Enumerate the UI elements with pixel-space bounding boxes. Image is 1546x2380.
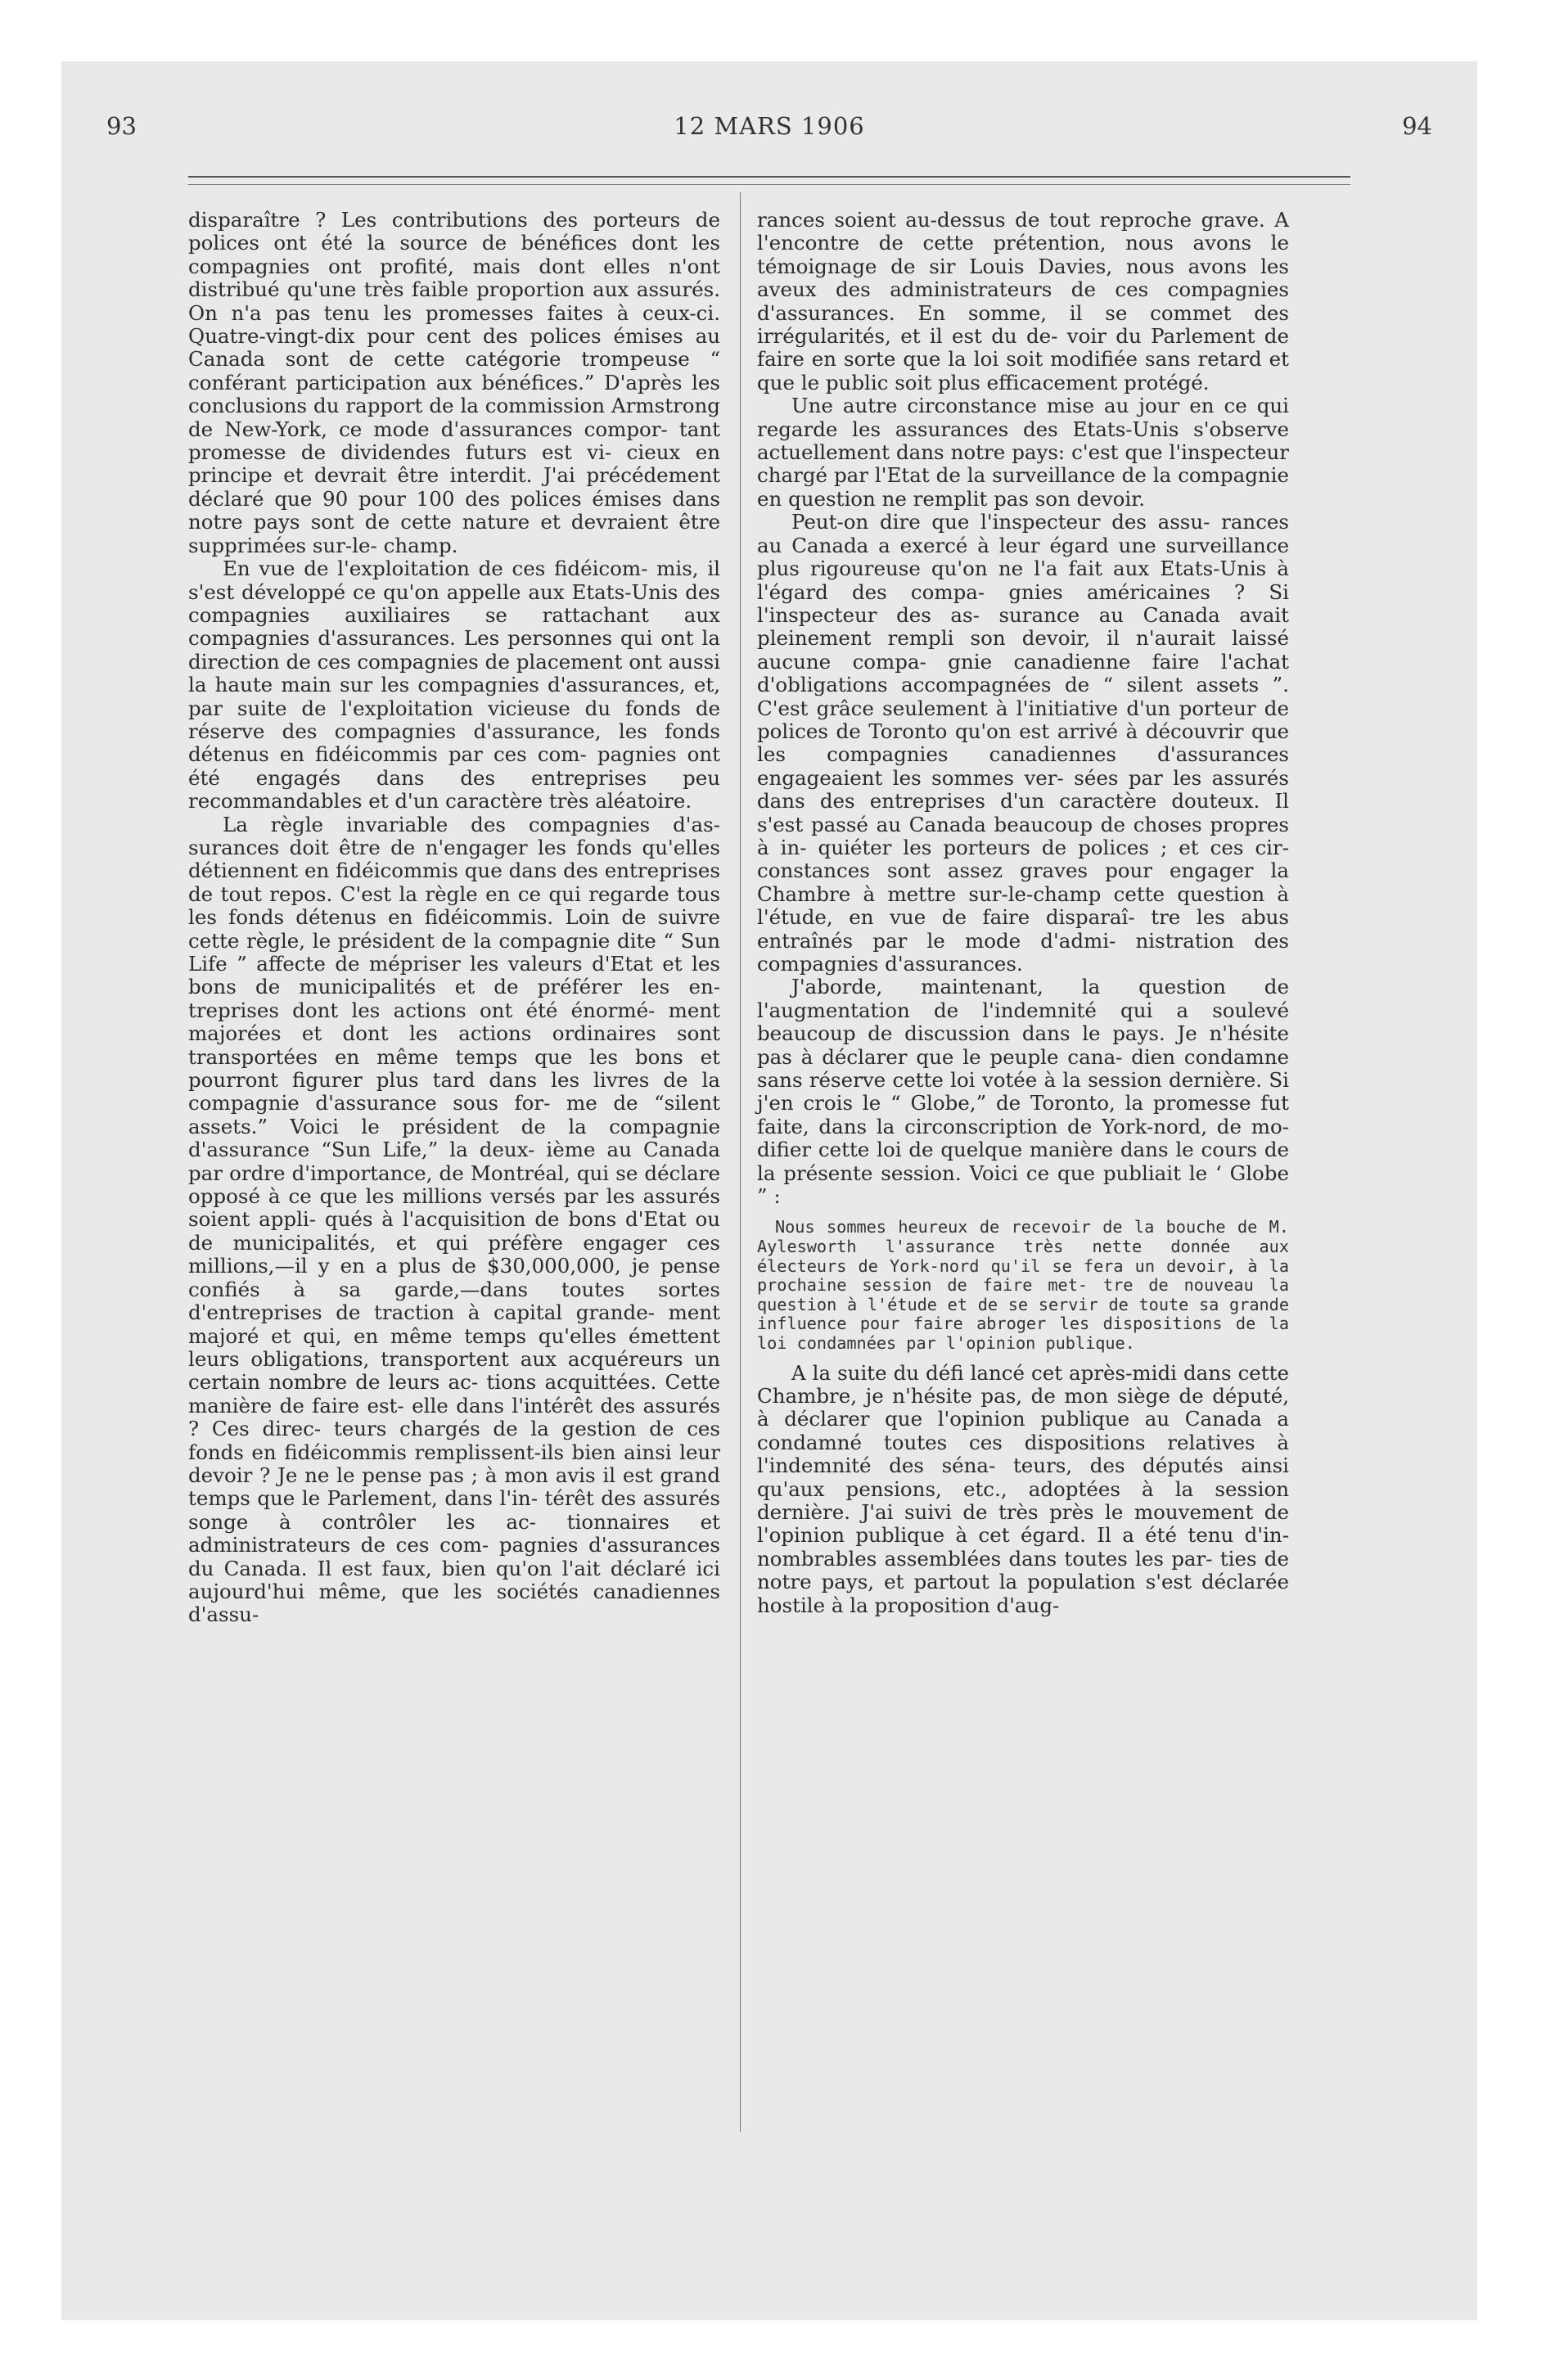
paragraph: J'aborde, maintenant, la question de l'augmentation de l'indemnité qui a soulevé beaucoup de discussion dans le pays. Je n'hésite pas à déclarer que le peuple cana- dien condamne sans réserve cette loi votée à la session dernière. Si j'en crois le “ Globe,” de Toronto, la promesse fut faite, dans la circonscription de York-nord, de mo- difier cette loi de quelque manière dans le cours de la présente session. Voici ce que publiait le ‘ Globe ” : xyxy=(757,975,1289,1209)
page-number-right: 94 xyxy=(1402,112,1432,140)
quoted-excerpt: Nous sommes heureux de recevoir de la bouche de M. Aylesworth l'assurance très nette donnée aux électeurs de York-nord qu'il se fera un devoir, à la prochaine session de faire met- tre de nouveau la question à l'étude et de se servir de toute sa grande influence pour faire abroger les dispositions de la loi condamnées par l'opinion publique. xyxy=(757,1217,1289,1354)
right-column xyxy=(757,209,1289,1617)
paragraph: Une autre circonstance mise au jour en ce qui regarde les assurances des Etats-Unis s'observe actuellement dans notre pays: c'est que l'inspecteur chargé par l'Etat de la surveillance de la compagnie en question ne remplit pas son devoir. xyxy=(757,394,1289,511)
header-rule xyxy=(188,176,1350,178)
page-date-title: 12 MARS 1906 xyxy=(674,112,865,140)
paragraph: A la suite du défi lancé cet après-midi dans cette Chambre, je n'hésite pas, de mon siège de député, à déclarer que l'opinion publique au Canada a condamné toutes ces dispositions relatives à l'indemnité des séna- teurs, des députés ainsi qu'aux pensions, etc., adoptées à la session dernière. J'ai suivi de très près le mouvement de l'opinion publique à cet égard. Il a été tenu d'in- nombrables assemblées dans toutes les par- ties de notre pays, et partout la population s'est déclarée hostile à la proposition d'aug- xyxy=(757,1360,1289,1617)
column-divider xyxy=(740,192,741,2132)
left-column xyxy=(188,209,720,1627)
paragraph: La règle invariable des compagnies d'as- surances doit être de n'engager les fonds qu'elles détiennent en fidéicommis que dans des entreprises de tout repos. C'est la règle en ce qui regarde tous les fonds détenus en fidéicommis. Loin de suivre cette règle, le président de la compagnie dite “ Sun Life ” affecte de mépriser les valeurs d'Etat et les bons de municipalités et de préférer les en- treprises dont les actions ont été énormé- ment majorées et dont les actions ordinaires sont transportées en même temps que les bons et pourront figurer plus tard dans les livres de la compagnie d'assurance sous for- me de “silent assets.” Voici le président de la compagnie d'assurance “Sun Life,” la deux- ième au Canada par ordre d'importance, de Montréal, qui se déclare opposé à ce que les millions versés par les assurés soient appli- qués à l'acquisition de bons d'Etat ou de municipalités, et qui préfère engager ces millions,—il y en a plus de $30,000,000, je pense confiés à sa garde,—dans toutes sortes d'entreprises de traction à capital grande- ment majoré et qui, en même temps qu'elles émettent leurs obligations, transportent aux acquéreurs un certain nombre de leurs ac- tions acquittées. Cette manière de faire est- elle dans l'intérêt des assurés ? Ces direc- teurs chargés de la gestion de ces fonds en fidéicommis remplissent-ils bien ainsi leur devoir ? Je ne le pense pas ; à mon avis il est grand temps que le Parlement, dans l'in- térêt des assurés songe à contrôler les ac- tionnaires et administrateurs de ces com- pagnies d'assurances du Canada. Il est faux, bien qu'on l'ait déclaré ici aujourd'hui même, que les sociétés canadiennes d'assu- xyxy=(188,812,720,1627)
scanned-page xyxy=(61,61,1477,2320)
header-rule-thin xyxy=(188,184,1350,185)
paragraph: En vue de l'exploitation de ces fidéicom- mis, il s'est développé ce qu'on appelle aux Etats-Unis des compagnies auxiliaires se rattachant aux compagnies d'assurances. Les personnes qui ont la direction de ces compagnies de placement ont aussi la haute main sur les compagnies d'assurances, et, par suite de l'exploitation vicieuse du fonds de réserve des compagnies d'assurance, les fonds détenus en fidéicommis par ces com- pagnies ont été engagés dans des entreprises peu recommandables et d'un caractère très aléatoire. xyxy=(188,557,720,814)
paragraph: Peut-on dire que l'inspecteur des assu- rances au Canada a exercé à leur égard une surveillance plus rigoureuse qu'on ne l'a fait aux Etats-Unis à l'égard des compa- gnies américaines ? Si l'inspecteur des as- surance au Canada avait pleinement rempli son devoir, il n'aurait laissé aucune compa- gnie canadienne faire l'achat d'obligations accompagnées de “ silent assets ”. C'est grâce seulement à l'initiative d'un porteur de polices de Toronto qu'on est arrivé à découvrir que les compagnies canadiennes d'assurances engageaient les sommes ver- sées par les assurés dans des entreprises d'un caractère douteux. Il s'est passé au Canada beaucoup de choses propres à in- quiéter les porteurs de polices ; et ces cir- constances sont assez graves pour engager la Chambre à mettre sur-le-champ cette question à l'étude, en vue de faire disparaî- tre les abus entraînés par le mode d'admi- nistration des compagnies d'assurances. xyxy=(757,510,1289,976)
page-number-left: 93 xyxy=(106,112,137,140)
paragraph: disparaître ? Les contributions des porteurs de polices ont été la source de bénéfices dont les compagnies ont profité, mais dont elles n'ont distribué qu'une très faible proportion aux assurés. On n'a pas tenu les promesses faites à ceux-ci. Quatre-vingt-dix pour cent des polices émises au Canada sont de cette catégorie trompeuse “ conférant participation aux bénéfices.” D'après les conclusions du rapport de la commission Armstrong de New-York, ce mode d'assurances compor- tant promesse de dividendes futurs est vi- cieux en principe et devrait être interdit. J'ai précédement déclaré que 90 pour 100 des polices émises dans notre pays sont de cette nature et devraient être supprimées sur-le- champ. xyxy=(188,208,720,557)
paragraph: rances soient au-dessus de tout reproche grave. A l'encontre de cette prétention, nous avons le témoignage de sir Louis Davies, nous avons les aveux des administrateurs de ces compagnies d'assurances. En somme, il se commet des irrégularités, et il est du de- voir du Parlement de faire en sorte que la loi soit modifiée sans retard et que le public soit plus efficacement protégé. xyxy=(757,208,1289,394)
page-header xyxy=(106,112,1432,153)
